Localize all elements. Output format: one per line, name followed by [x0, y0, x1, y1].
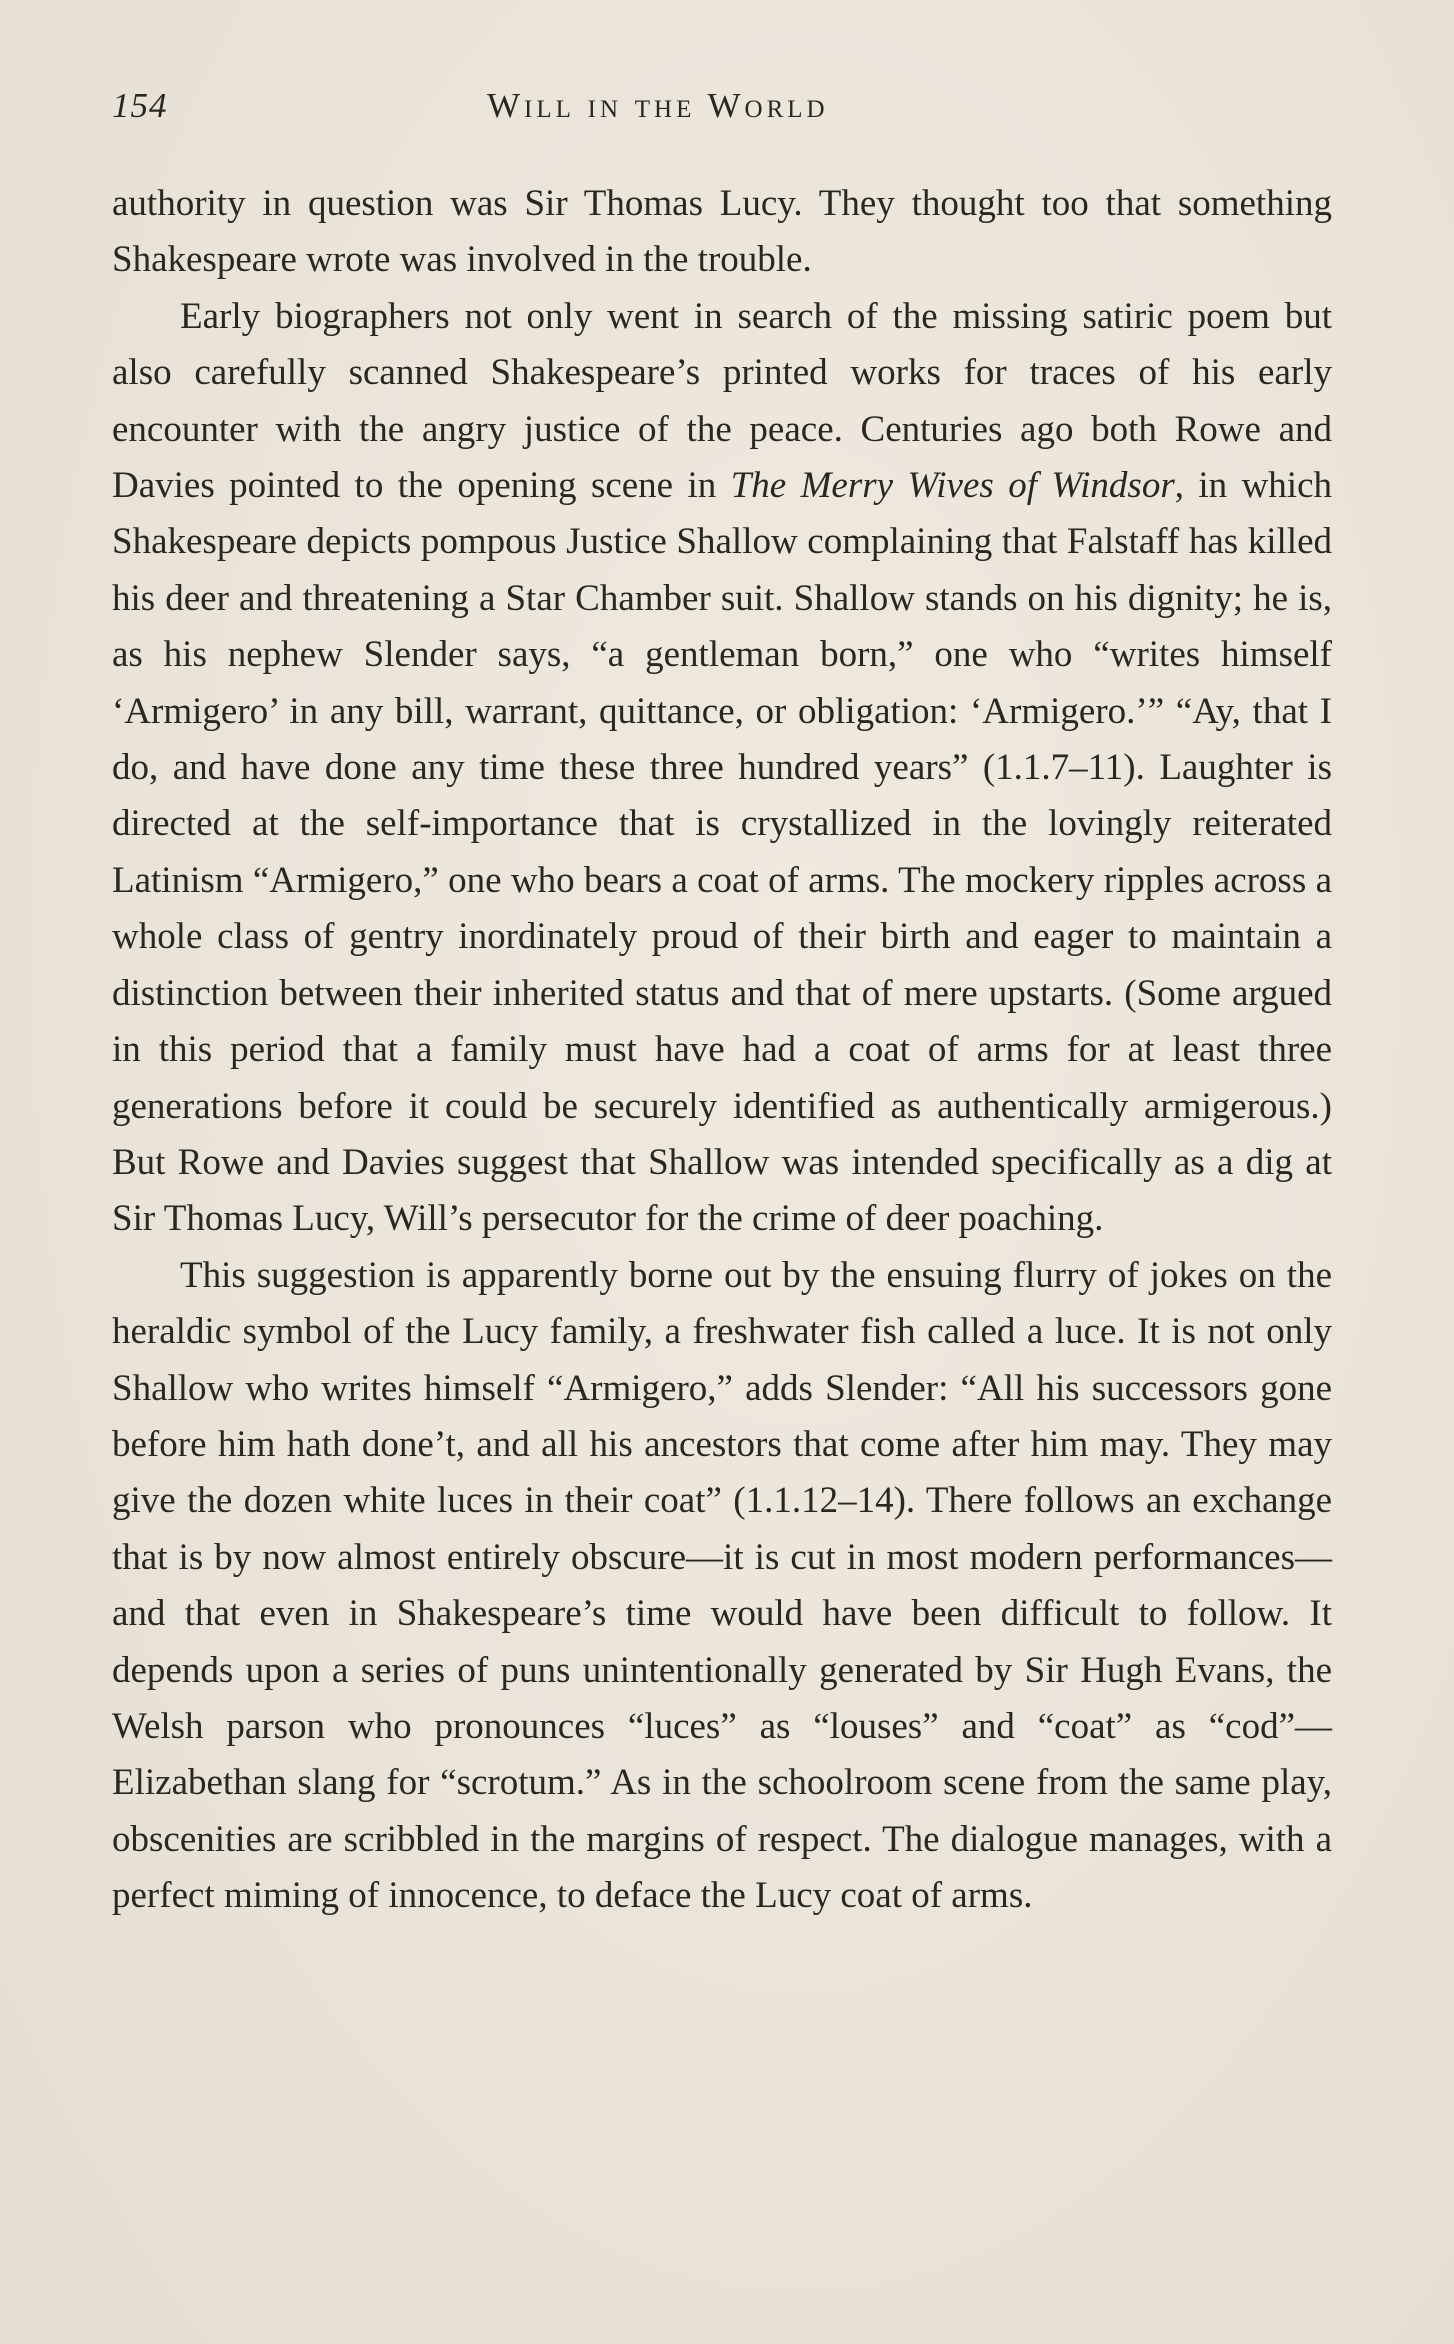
paragraph-2 [112, 289, 1332, 1248]
paragraph-3-text: This suggestion is apparently borne out by the ensuing flurry of jokes on the heraldic symbol of the Lucy family, a freshwater fish called a luce. It is not only Shallow who writes himself “Armigero,” adds Slender: “All his successors gone before him hath done’t, and all his ancestors that come after him may. They may give the dozen white luces in their coat” (1.1.12–14). There follows an exchange that is by now almost entirely obscure—it is cut in most modern performances—and that even in Shakespeare’s time would have been difficult to follow. It depends upon a series of puns unintentionally generated by Sir Hugh Evans, the Welsh parson who pronounces “luces” as “louses” and “coat” as “cod”—Elizabethan slang for “scrotum.” As in the schoolroom scene from the same play, obscenities are scribbled in the margins of respect. The dialogue manages, with a perfect miming of innocence, to deface the Lucy coat of arms. [112, 1254, 1332, 1917]
running-head [112, 86, 1332, 136]
paragraph-1-text: authority in question was Sir Thomas Lucy. They thought too that something Shakespeare wrote was involved in the trouble. [112, 183, 1332, 281]
book-page [112, 86, 1332, 1925]
paragraph-3 [112, 1248, 1332, 1925]
book-title: Will in the World [487, 86, 829, 125]
body-text [112, 176, 1332, 1925]
play-title: The Merry Wives of Windsor [730, 465, 1175, 507]
paragraph-2-text-b: , in which Shakespeare depicts pompous Justice Shallow complaining that Falstaff has killed his deer and threatening a Star Chamber suit. Shallow stands on his dignity; he is, as his nephew Slender says, “a gentleman born,” one who “writes himself ‘Armigero’ in any bill, warrant, quittance, or obligation: ‘Armigero.’” “Ay, that I do, and have done any time these three hundred years” (1.1.7–11). Laughter is directed at the self-importance that is crystallized in the lovingly reiterated Latinism “Armigero,” one who bears a coat of arms. The mockery ripples across a whole class of gentry inordinately proud of their birth and eager to maintain a distinction between their inherited status and that of mere upstarts. (Some argued in this period that a family must have had a coat of arms for at least three generations before it could be securely identified as authentically armigerous.) But Rowe and Davies suggest that Shallow was intended specifically as a dig at Sir Thomas Lucy, Will’s persecutor for the crime of deer poaching. [112, 465, 1332, 1240]
paragraph-1 [112, 176, 1332, 289]
paragraph-2-text-a: Early biographers not only went in search of the missing satiric poem but also carefully scanned Shakespeare’s printed works for traces of his early encounter with the angry justice of the peace. Centuries ago both Rowe and Davies pointed to the opening scene in [112, 295, 1332, 507]
page-number: 154 [112, 86, 168, 125]
